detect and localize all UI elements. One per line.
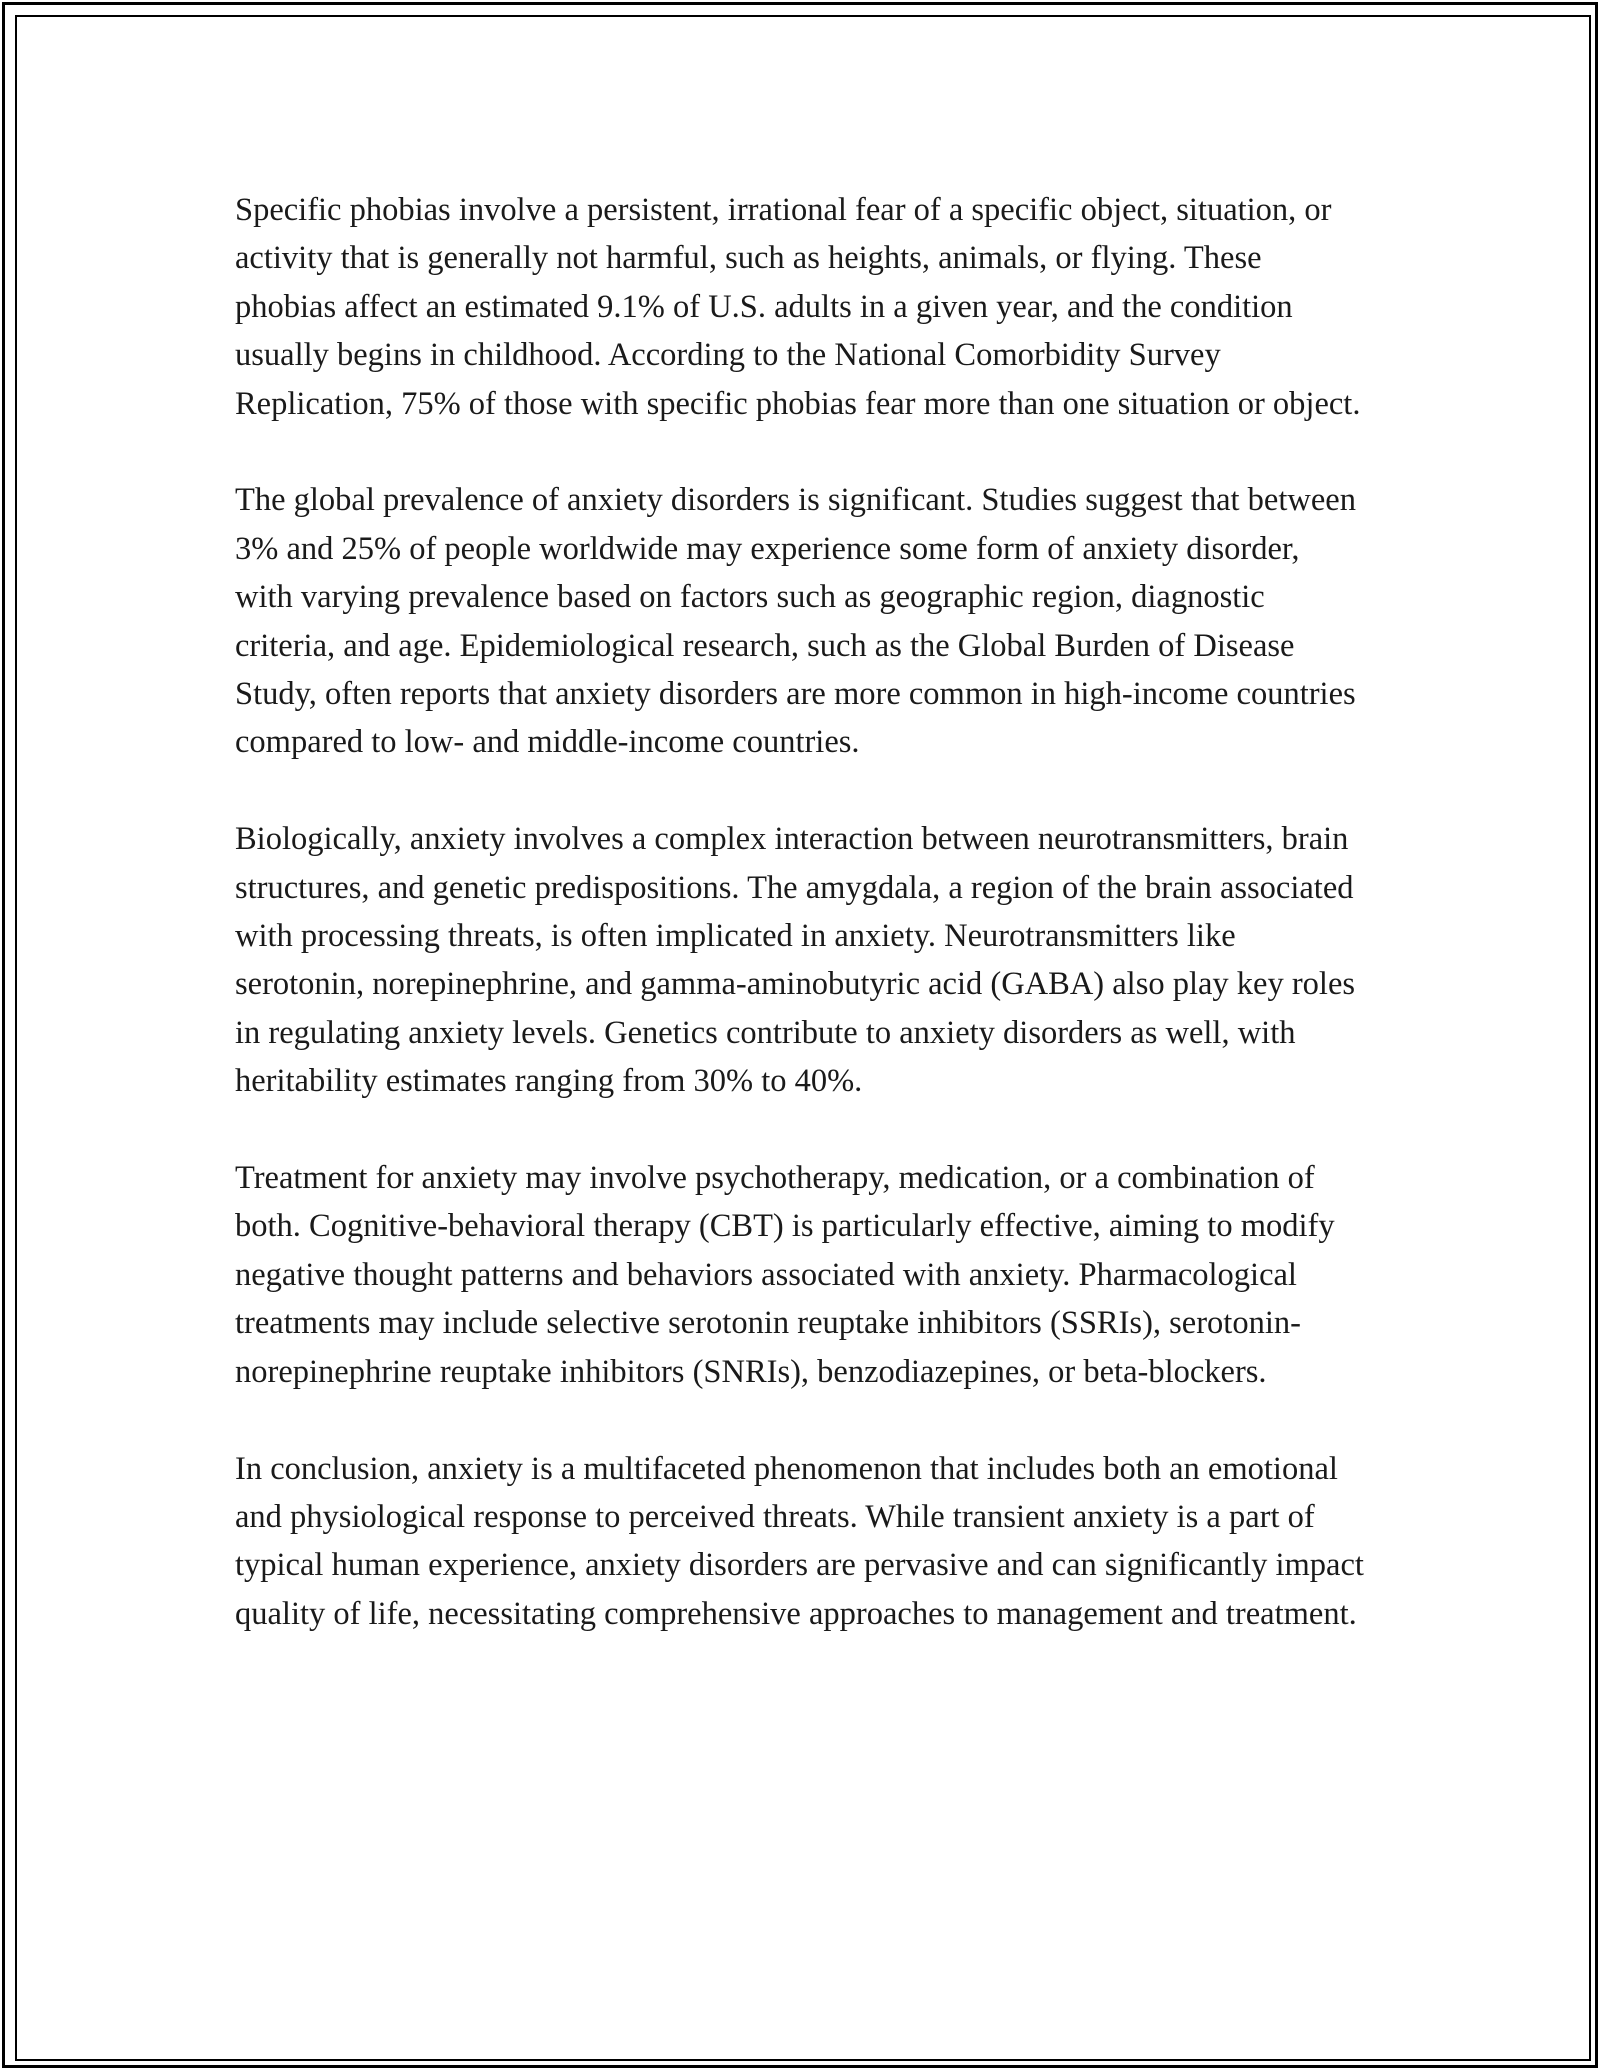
paragraph-biology: Biologically, anxiety involves a complex interaction between neurotransmitters, brain structures, and genetic predispositions. The amygdala, a region of the brain associated with processing threats, is often implicated in anxiety. Neurotransmitters like serotonin, norepinephrine, and gamma-aminobutyric acid (GABA) also play key roles in regulating anxiety levels. Genetics contribute to anxiety disorders as well, with heritability estimates ranging from 30% to 40%. [235, 821, 1356, 1100]
paragraph-global-prevalence: The global prevalence of anxiety disorders is significant. Studies suggest that between 3% and 25% of people worldwide may experience some form of anxiety disorder, with varying prevalence based on factors such as geographic region, diagnostic criteria, and age. Epidemiological research, such as the Global Burden of Disease Study, often reports that anxiety disorders are more common in high-income countries compared to low- and middle-income countries. [235, 482, 1356, 761]
paragraph-specific-phobias: Specific phobias involve a persistent, irrational fear of a specific object, situation, or activity that is generally not harmful, such as heights, animals, or flying. These phobias affect an estimated 9.1% of U.S. adults in a given year, and the condition usually begins in childhood. According to the National Comorbidity Survey Replication, 75% of those with specific phobias fear more than one situation or object. [235, 192, 1361, 422]
document-body [235, 186, 1365, 1687]
paragraph-conclusion: In conclusion, anxiety is a multifaceted phenomenon that includes both an emotional and physiological response to perceived threats. While transient anxiety is a part of typical human experience, anxiety disorders are pervasive and can significantly impact quality of life, necessitating comprehensive approaches to management and treatment. [235, 1450, 1364, 1632]
paragraph-treatment: Treatment for anxiety may involve psychotherapy, medication, or a combination of both. Cognitive-behavioral therapy (CBT) is particularly effective, aiming to modify negative thought patterns and behaviors associated with anxiety. Pharmacological treatments may include selective serotonin reuptake inhibitors (SSRIs), serotonin-norepinephrine reuptake inhibitors (SNRIs), benzodiazepines, or beta-blockers. [235, 1160, 1335, 1390]
